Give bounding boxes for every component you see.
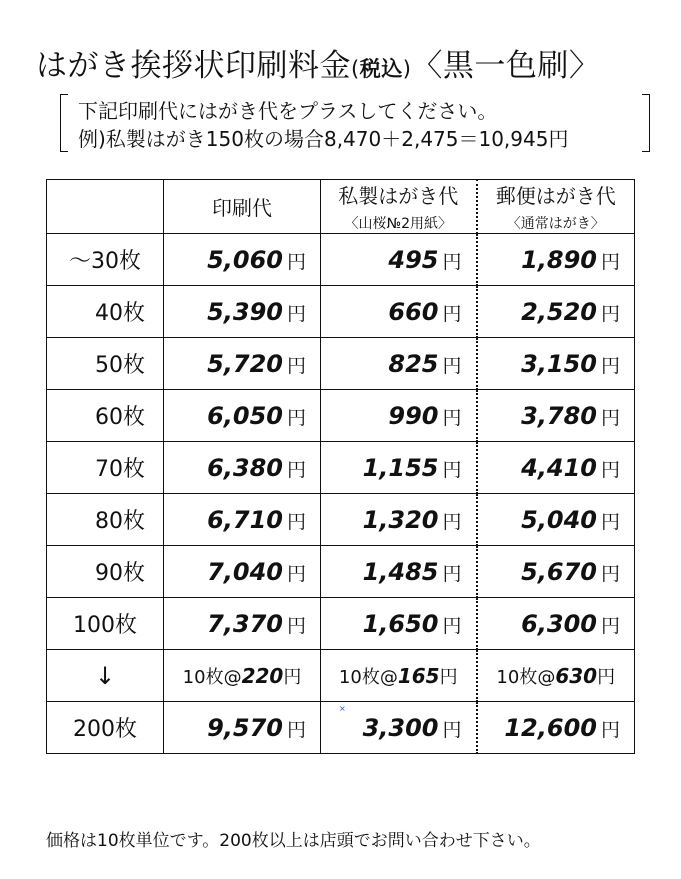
qty-cell: 200枚 [47,702,164,754]
postal-card-price: 12,600 [504,713,597,742]
postal-card-price: 1,890 [521,245,597,274]
header-postal-card-sub: 〈通常はがき〉 [506,216,605,232]
yen-unit: 円 [600,406,620,429]
private-card-price: 990 [388,401,439,430]
postal-card-price: 3,150 [521,349,597,378]
yen-unit: 円 [600,510,620,533]
table-row [47,546,635,598]
yen-unit: 円 [442,718,462,741]
title-print-type: 〈黒一色刷〉 [411,48,601,84]
yen-unit: 円 [286,302,306,325]
yen-unit: 円 [600,718,620,741]
print-price: 5,720 [207,349,283,378]
table-header-row [47,180,635,234]
print-price-cell [164,702,321,754]
table-row [47,338,635,390]
yen-unit: 円 [442,250,462,273]
private-card-price-cell [321,494,477,546]
price-table [46,179,635,754]
yen-unit: 円 [597,666,616,688]
table-row [47,390,635,442]
title-paren-open: ( [351,57,360,81]
private-card-price: 1,650 [362,609,439,638]
qty-cell [47,650,164,702]
note-box [60,92,650,154]
qty-cell: 40枚 [47,286,164,338]
qty-cell: 80枚 [47,494,164,546]
yen-unit: 円 [442,614,462,637]
private-card-price-cell [321,390,477,442]
header-print-label: 印刷代 [212,196,272,220]
unit-prefix: 10枚@ [182,666,242,688]
private-card-price: 825 [388,349,439,378]
print-price: 7,040 [207,557,283,586]
unit-prefix: 10枚@ [338,666,398,688]
print-price: 5,390 [207,297,283,326]
qty-cell: 90枚 [47,546,164,598]
print-price: 5,060 [207,245,283,274]
unit-prefix: 10枚@ [496,666,556,688]
private-card-price: 1,485 [362,557,439,586]
header-private-card-label: 私製はがき代 [338,184,459,208]
qty-cell: 50枚 [47,338,164,390]
private-card-price: 495 [388,245,439,274]
yen-unit: 円 [600,250,620,273]
qty-cell: 100枚 [47,598,164,650]
yen-unit: 円 [286,614,306,637]
yen-unit: 円 [286,562,306,585]
small-cross-mark: × [339,704,346,713]
table-row [47,598,635,650]
postal-card-price: 4,410 [521,453,597,482]
private-card-price-cell [321,442,477,494]
qty-cell: ～30枚 [47,234,164,286]
postal-card-price-cell [477,598,635,650]
print-price: 6,710 [207,505,283,534]
note-bracket-left [60,94,68,152]
header-private-card-sub: 〈山桜№2用紙〉 [344,216,452,232]
postal-card-price-cell [477,494,635,546]
print-price-cell [164,390,321,442]
postal-card-price: 5,670 [521,557,597,586]
print-price-cell [164,286,321,338]
yen-unit: 円 [283,666,302,688]
yen-unit: 円 [286,250,306,273]
header-qty [47,180,164,234]
table-row [47,442,635,494]
yen-unit: 円 [600,302,620,325]
header-private-card [321,180,477,234]
postal-card-price-cell [477,286,635,338]
postal-card-price: 2,520 [521,297,597,326]
print-price-cell [164,234,321,286]
header-postal-card [477,180,635,234]
private-card-price-cell [321,338,477,390]
postal-card-price-cell [477,702,635,754]
postal-card-price-cell [477,234,635,286]
postal-card-price: 6,300 [521,609,597,638]
yen-unit: 円 [442,562,462,585]
postal-card-price: 5,040 [521,505,597,534]
yen-unit: 円 [442,302,462,325]
private-card-price-cell [321,598,477,650]
print-price-cell [164,442,321,494]
table-row [47,234,635,286]
print-price-cell [164,546,321,598]
yen-unit: 円 [442,458,462,481]
note-line-1: 下記印刷代にはがき代をプラスしてください。 [78,99,498,123]
yen-unit: 円 [286,510,306,533]
yen-unit: 円 [442,406,462,429]
postal-card-price-cell [477,546,635,598]
qty-cell: 60枚 [47,390,164,442]
postal-card-price-cell [477,338,635,390]
down-arrow-icon: ↓ [94,661,116,690]
print-price: 6,380 [207,453,283,482]
private-card-price: 1,155 [362,453,439,482]
yen-unit: 円 [600,354,620,377]
postal-card-unit-price-cell [477,650,635,702]
yen-unit: 円 [600,614,620,637]
yen-unit: 円 [600,562,620,585]
title-paren-close: ) [402,57,412,81]
yen-unit: 円 [600,458,620,481]
private-card-price-cell [321,286,477,338]
private-card-price: 660 [388,297,439,326]
yen-unit: 円 [286,718,306,741]
table-row [47,494,635,546]
private-card-price: 1,320 [362,505,439,534]
header-postal-card-label: 郵便はがき代 [495,184,616,208]
yen-unit: 円 [442,510,462,533]
title-tax-label: 税込 [359,57,403,81]
postal-card-unit-price: 630 [555,663,598,688]
yen-unit: 円 [286,458,306,481]
footer-note: 価格は10枚単位です。200枚以上は店頭でお問い合わせ下さい。 [46,831,541,851]
print-price-cell [164,338,321,390]
yen-unit: 円 [442,354,462,377]
private-card-price-cell [321,234,477,286]
print-price-cell [164,598,321,650]
yen-unit: 円 [286,354,306,377]
unit-price-row [47,650,635,702]
yen-unit: 円 [286,406,306,429]
private-card-price: 3,300 [362,713,439,742]
print-price-cell [164,494,321,546]
page-title [36,40,600,85]
print-price: 9,570 [207,713,283,742]
print-unit-price-cell [164,650,321,702]
print-price: 6,050 [207,401,283,430]
qty-cell: 70枚 [47,442,164,494]
print-unit-price: 220 [241,663,284,688]
private-card-unit-price: 165 [397,663,440,688]
print-price: 7,370 [207,609,283,638]
note-line-2: 例)私製はがき150枚の場合8,470＋2,475＝10,945円 [78,127,569,151]
title-main: はがき挨拶状印刷料金 [36,48,351,84]
table-row [47,286,635,338]
yen-unit: 円 [439,666,458,688]
postal-card-price-cell [477,442,635,494]
postal-card-price: 3,780 [521,401,597,430]
postal-card-price-cell [477,390,635,442]
private-card-unit-price-cell [321,650,477,702]
header-print [164,180,321,234]
private-card-price-cell [321,546,477,598]
note-bracket-right [642,94,650,152]
